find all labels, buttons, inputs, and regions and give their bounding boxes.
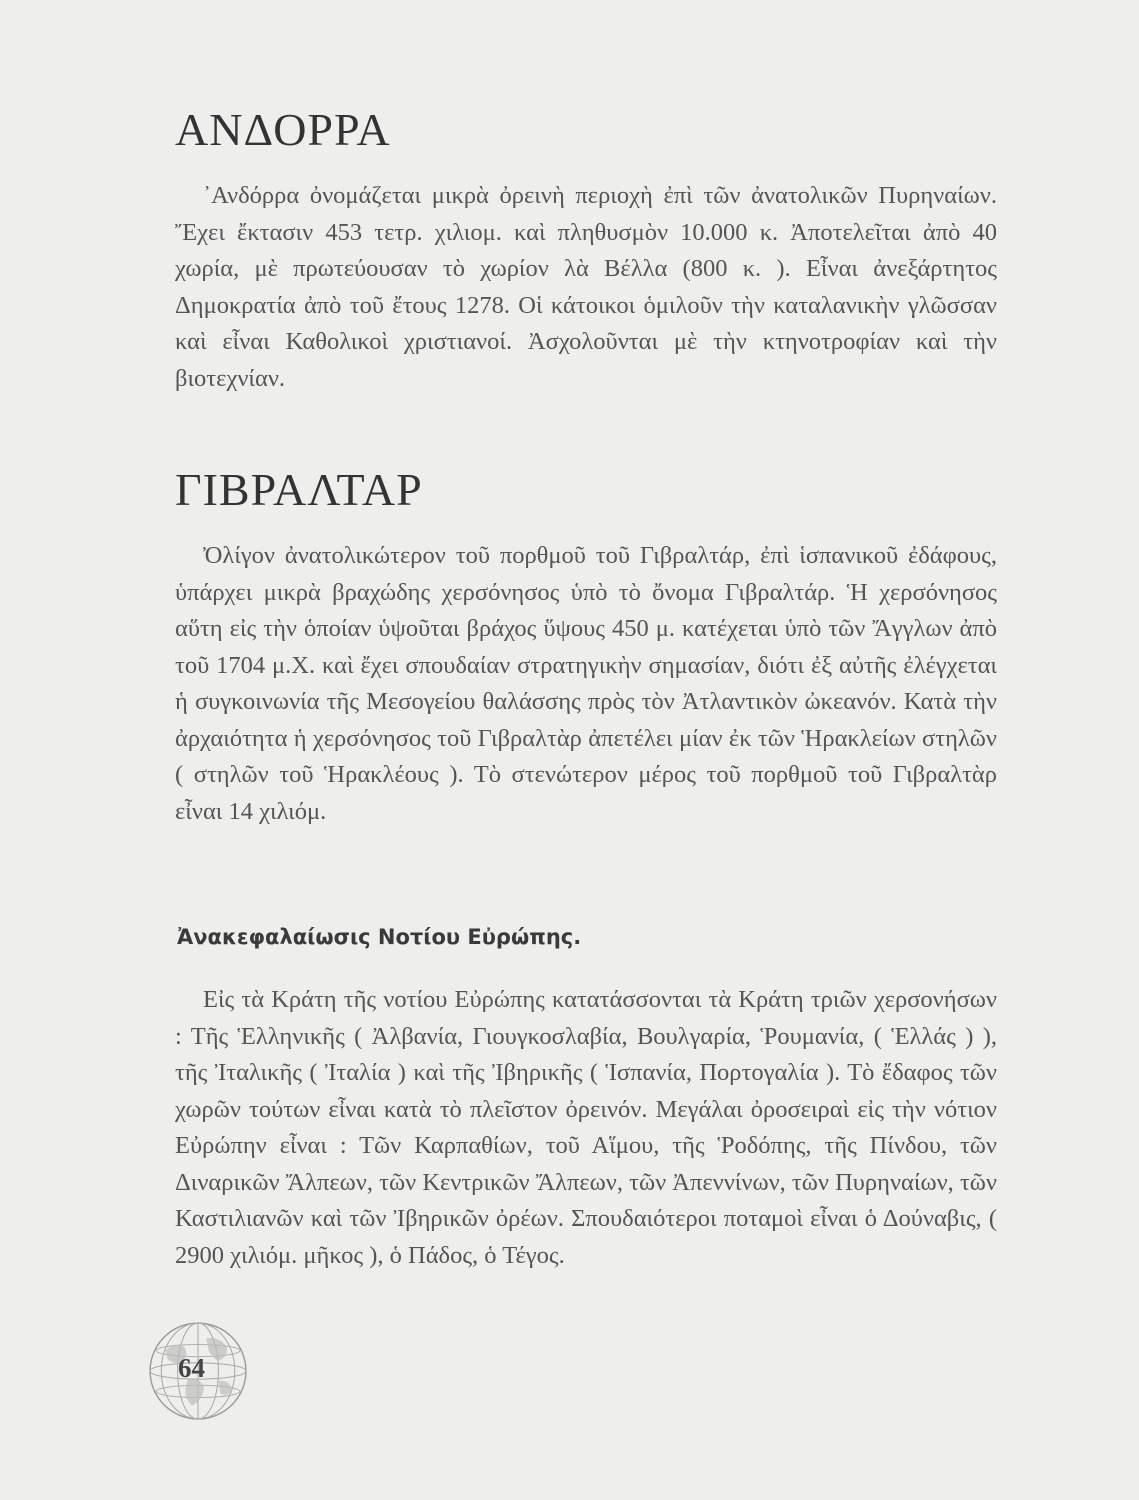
summary-heading: Ἀνακεφαλαίωσις Νοτίου Εὐρώπης. bbox=[177, 925, 582, 949]
section-title-andorra: ΑΝΔΟΡΡΑ bbox=[175, 104, 391, 155]
section-title-gibraltar: ΓΙΒΡΑΛΤΑΡ bbox=[175, 464, 423, 515]
paragraph-summary: Εἰς τὰ Κράτη τῆς νοτίου Εὐρώπης κατατάσσονται τὰ Κράτη τριῶν χερσονήσων : Τῆς Ἑλληνικῆς ( Ἀλβανία, Γιουγκοσλαβία, Βουλγαρία, Ῥουμανία, ( Ἑλλάς ) ), τῆς Ἰταλικῆς ( Ἰταλία ) καὶ τῆς Ἰβηρικῆς ( Ἱσπανία, Πορτογαλία ). Τὸ ἔδαφος τῶν χωρῶν τούτων εἶναι κατὰ τὸ πλεῖστον ὀρεινόν. Μεγάλαι ὀροσειραὶ εἰς τὴν νότιον Εὐρώπην εἶναι : Τῶν Καρπαθίων, τοῦ Αἵμου, τῆς Ῥοδόπης, τῆς Πίνδου, τῶν Διναρικῶν Ἄλπεων, τῶν Κεντρικῶν Ἄλπεων, τῶν Ἀπεννίνων, τῶν Πυρηναίων, τῶν Καστιλιανῶν καὶ τῶν Ἰβηρικῶν ὀρέων. Σπουδαιότεροι ποταμοὶ εἶναι ὁ Δούναβις, ( 2900 χιλιόμ. μῆκος ), ὁ Πάδος, ὁ Τέγος. bbox=[175, 986, 997, 1269]
paragraph-gibraltar: Ὀλίγον ἀνατολικώτερον τοῦ πορθμοῦ τοῦ Γιβραλτάρ, ἐπὶ ἱσπανικοῦ ἐδάφους, ὑπάρχει μικρὰ βραχώδης χερσόνησος ὑπὸ τὸ ὄνομα Γιβραλτάρ. Ἡ χερσόνησος αὕτη εἰς τὴν ὁποίαν ὑψοῦται βράχος ὕψους 450 μ. κατέχεται ὑπὸ τῶν Ἄγγλων ἀπὸ τοῦ 1704 μ.Χ. καὶ ἔχει σπουδαίαν στρατηγικὴν σημασίαν, διότι ἐξ αὐτῆς ἐλέγχεται ἡ συγκοινωνία τῆς Μεσογείου θαλάσσης πρὸς τὸν Ἀτλαντικὸν ὠκεανόν. Κατὰ τὴν ἀρχαιότητα ἡ χερσόνησος τοῦ Γιβραλτὰρ ἀπετέλει μίαν ἐκ τῶν Ἡρακλείων στηλῶν ( στηλῶν τοῦ Ἡρακλέους ). Τὸ στενώτερον μέρος τοῦ πορθμοῦ τοῦ Γιβραλτὰρ εἶναι 14 χιλιόμ. bbox=[175, 542, 997, 825]
paragraph-andorra: ᾿Ανδόρρα ὀνομάζεται μικρὰ ὀρεινὴ περιοχὴ ἐπὶ τῶν ἀνατολικῶν Πυρηναίων. Ἔχει ἔκτασιν 453 τετρ. χιλιομ. καὶ πληθυσμὸν 10.000 κ. Ἀποτελεῖται ἀπὸ 40 χωρία, μὲ πρωτεύουσαν τὸ χωρίον λὰ Βέλλα (800 κ. ). Εἶναι ἀνεξάρτητος Δημοκρατία ἀπὸ τοῦ ἔτους 1278. Οἱ κάτοικοι ὁμιλοῦν τὴν καταλανικὴν γλῶσσαν καὶ εἶναι Καθολικοὶ χριστιανοί. Ἀσχολοῦνται μὲ τὴν κτηνοτροφίαν καὶ τὴν βιοτεχνίαν. bbox=[175, 182, 997, 392]
page-number: 64 bbox=[178, 1353, 205, 1383]
